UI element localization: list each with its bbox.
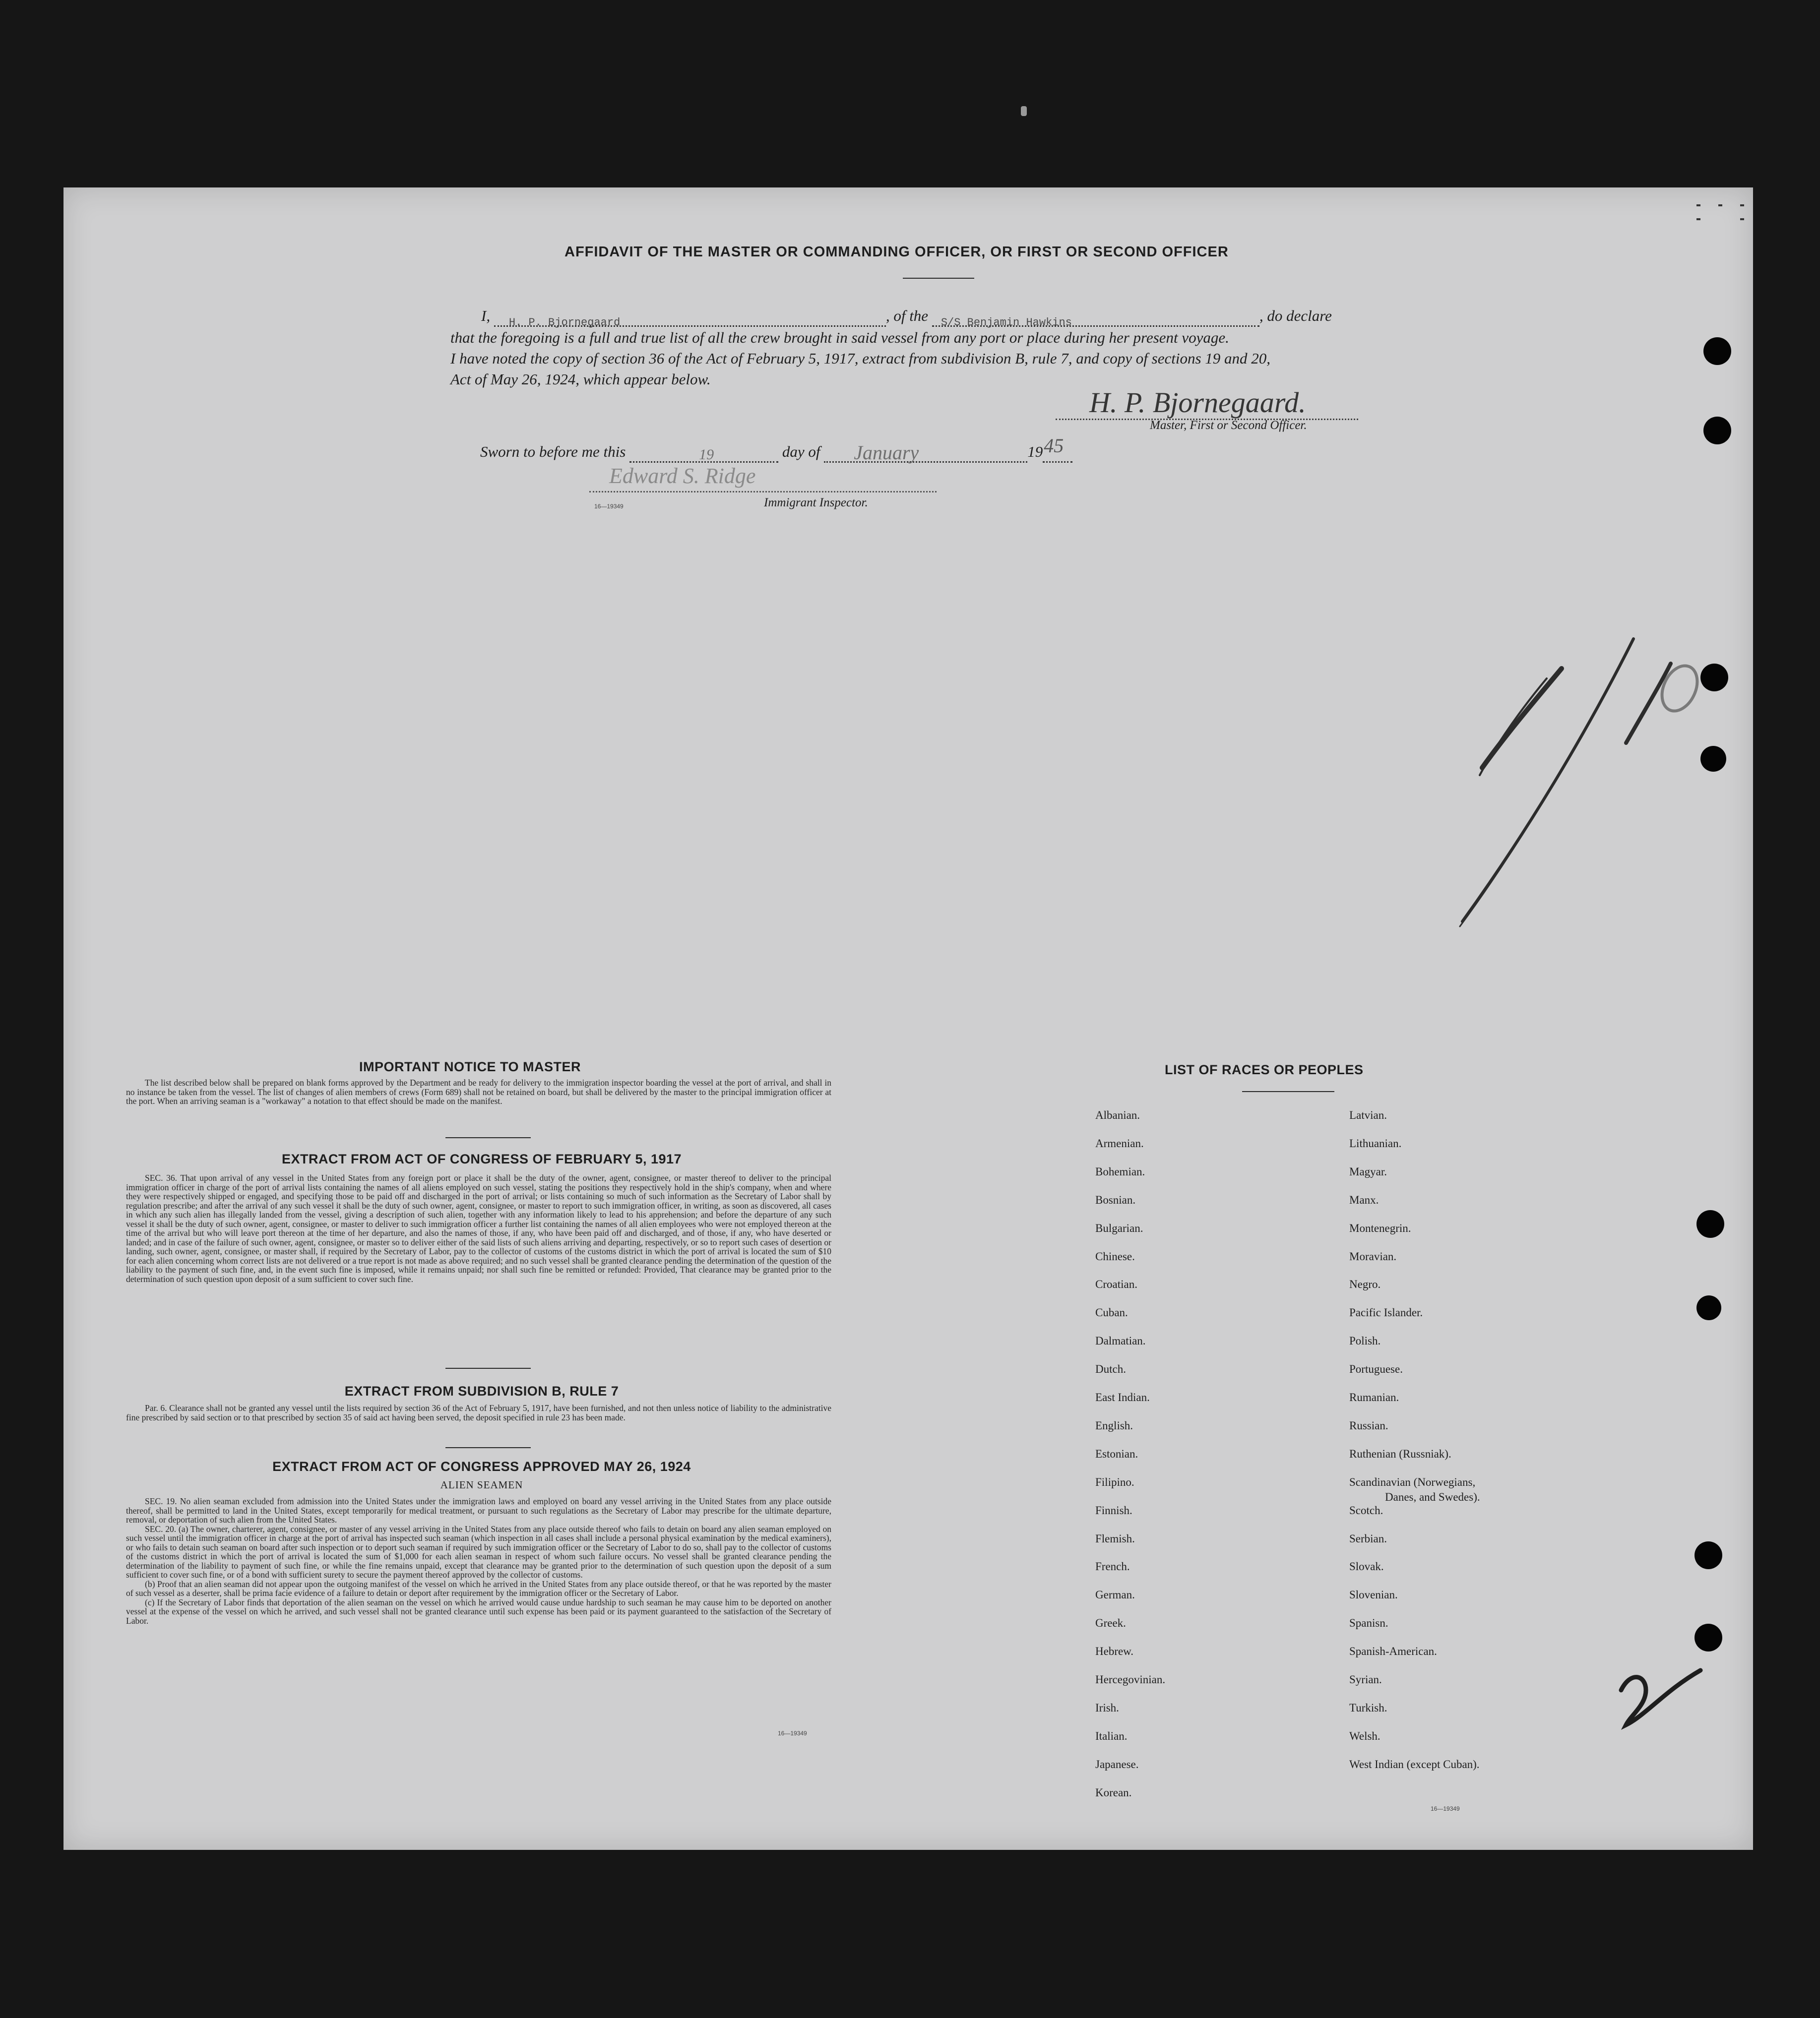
rule7-text <box>126 1404 831 1422</box>
race-item: Russian. <box>1349 1419 1388 1432</box>
rule7-par6: Par. 6. Clearance shall not be granted any vessel until the lists required by section 36 of the Act of February 5, 1917, have been furnished, and not then unless notice of liability to the administrative fine prescribed by said section or to that prescribed by section 35 of said act having been served, the deposit specified in rule 23 has been made. <box>126 1403 831 1422</box>
race-item: Dutch. <box>1095 1363 1126 1375</box>
affidavit-prefix: I, <box>481 307 491 324</box>
document-page <box>63 187 1753 1850</box>
corner-mark <box>1718 204 1722 206</box>
race-item: Polish. <box>1349 1335 1381 1347</box>
race-item: Lithuanian. <box>1349 1137 1402 1150</box>
race-item: Dalmatian. <box>1095 1335 1146 1347</box>
race-item: Korean. <box>1095 1786 1132 1799</box>
notice-paragraph: The list described below shall be prepared on blank forms approved by the Department and be ready for delivery to the immigration inspector boarding the vessel at the port of arrival, and shall in no instance be taken from the vessel. The list of changes of alien members of crews (Form 689) shall not be retained on board, but shall be delivered by the master to the principal immigration officer at the port. When an arriving seaman is a "workaway" a notation to that effect should be made on the manifest. <box>126 1078 831 1106</box>
race-item: Spanisn. <box>1349 1617 1388 1629</box>
affidavit-form-number: 16—19349 <box>594 503 624 510</box>
sworn-line <box>480 434 1072 464</box>
binder-hole <box>1694 1624 1722 1651</box>
race-item: Montenegrin. <box>1349 1222 1411 1234</box>
corner-mark <box>1740 218 1744 220</box>
race-item: Negro. <box>1349 1278 1381 1290</box>
race-item: English. <box>1095 1419 1133 1432</box>
handwritten-fraction <box>1378 584 1725 1031</box>
race-item: Slovak. <box>1349 1560 1384 1573</box>
notice-title: IMPORTANT NOTICE TO MASTER <box>359 1059 581 1074</box>
rule7-divider <box>445 1447 531 1448</box>
binder-hole <box>1703 417 1731 444</box>
race-item: Hercegovinian. <box>1095 1673 1166 1686</box>
extract-1917-divider <box>445 1368 531 1369</box>
corner-mark <box>1696 204 1700 206</box>
rule7-title: EXTRACT FROM SUBDIVISION B, RULE 7 <box>344 1384 619 1399</box>
sec20a-text: SEC. 20. (a) The owner, charterer, agent, consignee, or master of any vessel arriving in the United States from any place outside thereof who fails to detain on board any alien seaman employed on such vessel until the immigration officer in charge at the port of arrival has inspected such seaman (which inspection in all cases shall include a personal physical examination by the medical examiners), or who fails to detain such seaman on board after such inspection or to deport such seaman if required by such immigration officer or the Secretary of Labor to do so, shall pay to the collector of customs of the customs district in which the port of arrival is located the sum of $1,000 for each alien seaman in respect of whom such failure occurs. No vessel shall be granted clearance pending the determination of the liability to payment of such fine, or while the fine remains unpaid, except that clearance may be granted prior to the determination of such question upon the deposit of a sum sufficient to cover such fine, or of a bond with sufficient surety to secure the payment thereof approved by the collector of customs. <box>126 1524 831 1580</box>
race-item: Albanian. <box>1095 1109 1140 1121</box>
notice-divider <box>445 1137 531 1138</box>
inspector-signature: Edward S. Ridge <box>609 464 756 488</box>
race-item: Spanish-American. <box>1349 1645 1437 1657</box>
race-item: Bosnian. <box>1095 1194 1136 1206</box>
extract-1917-title: EXTRACT FROM ACT OF CONGRESS OF FEBRUARY 5, 1917 <box>281 1152 682 1166</box>
extract-form-number: 16—19349 <box>778 1730 807 1737</box>
race-item: Flemish. <box>1095 1532 1135 1545</box>
binder-hole <box>1703 337 1731 365</box>
sworn-year-hand: 45 <box>1044 434 1064 457</box>
race-item: Chinese. <box>1095 1250 1135 1263</box>
sworn-year-prefix: 19 <box>1027 443 1043 460</box>
race-item: Magyar. <box>1349 1165 1387 1178</box>
fraction-stroke-1 <box>1482 669 1562 768</box>
sworn-day-hand: 19 <box>699 446 714 463</box>
affidavit-title: AFFIDAVIT OF THE MASTER OR COMMANDING OFFICER, OR FIRST OR SECOND OFFICER <box>565 244 1229 260</box>
race-item: Japanese. <box>1095 1758 1139 1771</box>
border-speck <box>1021 106 1027 116</box>
master-name-field <box>494 310 886 327</box>
race-item: Latvian. <box>1349 1109 1387 1121</box>
corner-mark <box>1740 204 1744 206</box>
extract-1917-sec36: SEC. 36. That upon arrival of any vessel in the United States from any foreign port or place it shall be the duty of the owner, agent, consignee, or master thereof to deliver to the principal immigration officer in charge of the port of arrival lists containing the names of all aliens employed on such vessel, stating the positions they respectively hold in the ship's company, when and where they were respectively shipped or engaged, and specifying those to be paid off and discharged in the port of arrival; or lists containing so much of such information as the Secretary of Labor shall by regulation prescribe; and after the arrival of any such vessel it shall be the duty of such owner, agent, consignee, or master to report to such immigration officer, in writing, as soon as discovered, all cases in which any such alien has illegally landed from the vessel, giving a description of such alien, together with any information likely to lead to his apprehension; and before the departure of any such vessel it shall be the duty of such owner, agent, consignee, or master to deliver to such immigration officer a further list containing the names of all alien employees who were not employed thereon at the time of the arrival but who will leave port thereon at the time of her departure, and also the names of those, if any, who have been paid off and discharged, and of those, if any, who have deserted or landed; and in case of the failure of such owner, agent, consignee, or master so to deliver either of the said lists of such aliens arriving and departing, respectively, or so to report such cases of desertion or landing, such owner, agent, consignee, or master shall, if required by the Secretary of Labor, pay to the collector of customs of the customs district in which the port of arrival is located the sum of $10 for each alien concerning whom correct lists are not delivered or a true report is not made as above required; and no such vessel shall be granted clearance pending the determination of the question of the liability to the payment of such fine, and, in the event such fine is imposed, while it remains unpaid; nor shall such fine be remitted or refunded: Provided, That clearance may be granted prior to the determination of such question upon deposit of a sum sufficient to cover such fine. <box>126 1173 831 1284</box>
binder-hole <box>1696 1210 1724 1238</box>
title-divider <box>903 278 974 279</box>
race-item: Welsh. <box>1349 1730 1381 1742</box>
race-item: Manx. <box>1349 1194 1379 1206</box>
races-title: LIST OF RACES OR PEOPLES <box>1165 1062 1364 1077</box>
races-divider <box>1242 1091 1334 1092</box>
binder-hole <box>1696 1295 1721 1320</box>
inspector-signature-line <box>589 491 937 492</box>
master-name-typed: H. P. Bjornegaard <box>508 316 621 329</box>
race-item: East Indian. <box>1095 1391 1150 1404</box>
binder-hole <box>1694 1541 1722 1569</box>
affidavit-line-4: Act of May 26, 1924, which appear below. <box>450 370 711 388</box>
race-item: Cuban. <box>1095 1306 1128 1319</box>
master-signature: H. P. Bjornegaard. <box>1089 386 1306 419</box>
extract-1917-text <box>126 1173 831 1284</box>
race-item: Hebrew. <box>1095 1645 1134 1657</box>
races-form-number: 16—19349 <box>1431 1805 1460 1812</box>
race-item: Turkish. <box>1349 1702 1387 1714</box>
race-item: Portuguese. <box>1349 1363 1403 1375</box>
corner-mark <box>1696 218 1700 220</box>
race-item: Rumanian. <box>1349 1391 1399 1404</box>
master-signature-caption: Master, First or Second Officer. <box>1150 419 1307 432</box>
affidavit-of-the: , of the <box>885 307 929 324</box>
race-item: Bulgarian. <box>1095 1222 1143 1234</box>
sworn-prefix: Sworn to before me this <box>480 443 626 460</box>
race-item: Ruthenian (Russniak). <box>1349 1448 1451 1460</box>
extract-1924-title: EXTRACT FROM ACT OF CONGRESS APPROVED MAY 26, 1924 <box>272 1459 691 1474</box>
race-item: Croatian. <box>1095 1278 1137 1290</box>
sec20b-text: (b) Proof that an alien seaman did not appear upon the outgoing manifest of the vessel on which he arrived in the United States from any place outside thereof, or that he was reported by the master of such vessel as a deserter, shall be prima facie evidence of a failure to detain or deport after requirement by the immigration officer or the Secretary of Labor. <box>126 1579 831 1598</box>
sworn-day-of: day of <box>782 443 820 460</box>
affidavit-line-3: I have noted the copy of section 36 of the Act of February 5, 1917, extract from subdivision B, rule 7, and copy of sections 19 and 20, <box>450 350 1271 367</box>
alien-seamen-subtitle: ALIEN SEAMEN <box>440 1479 523 1491</box>
race-item: French. <box>1095 1560 1130 1573</box>
affidavit-declare: , do declare <box>1259 307 1332 324</box>
race-item: Bohemian. <box>1095 1165 1145 1178</box>
race-item: Slovenian. <box>1349 1589 1398 1601</box>
race-item: Filipino. <box>1095 1476 1134 1488</box>
vessel-name-typed: S/S Benjamin Hawkins <box>941 316 1072 329</box>
affidavit-line-2: that the foregoing is a full and true list of all the crew brought in said vessel from any port or place during her present voyage. <box>450 329 1229 346</box>
sworn-day-field <box>629 446 778 463</box>
extract-1924-text <box>126 1497 831 1625</box>
inspector-caption: Immigrant Inspector. <box>764 496 868 509</box>
race-item: Finnish. <box>1095 1504 1132 1517</box>
sworn-month-hand: January <box>854 441 919 464</box>
race-item: Syrian. <box>1349 1673 1382 1686</box>
sec19-text: SEC. 19. No alien seaman excluded from admission into the United States under the immigration laws and employed on board any vessel arriving in the United States from any place outside thereof, shall be permitted to land in the United States, except temporarily for medical treatment, or pursuant to such regulations as the Secretary of Labor may prescribe for the ultimate departure, removal, or deportation of such alien from the United States. <box>126 1496 831 1525</box>
sworn-year-field <box>1043 434 1072 463</box>
race-item: Greek. <box>1095 1617 1126 1629</box>
binder-hole <box>1700 664 1728 691</box>
race-item: Pacific Islander. <box>1349 1306 1423 1319</box>
binder-hole <box>1700 746 1726 772</box>
sworn-month-field <box>824 441 1027 464</box>
race-item: German. <box>1095 1589 1135 1601</box>
fraction-zero <box>1655 660 1704 717</box>
vessel-name-field <box>932 310 1259 327</box>
handwritten-page-number <box>1616 1660 1715 1740</box>
affidavit-line-1 <box>481 305 1332 327</box>
notice-text <box>126 1078 831 1106</box>
sec20c-text: (c) If the Secretary of Labor finds that deportation of the alien seaman on the vessel on which he arrived would cause undue hardship to such seaman he may cause him to be deported on another vessel at the expense of the vessel on which he arrived, and such vessel shall not be granted clearance until such expense has been paid or its payment guaranteed to the satisfaction of the Secretary of Labor. <box>126 1597 831 1626</box>
race-item: West Indian (except Cuban). <box>1349 1758 1480 1771</box>
race-item: Estonian. <box>1095 1448 1138 1460</box>
race-item: Scotch. <box>1349 1504 1383 1517</box>
race-item: Italian. <box>1095 1730 1128 1742</box>
race-item: Serbian. <box>1349 1532 1387 1545</box>
race-item: Armenian. <box>1095 1137 1144 1150</box>
race-item: Scandinavian (Norwegians, <box>1349 1476 1476 1488</box>
page-number-stroke <box>1621 1670 1700 1725</box>
race-item: Moravian. <box>1349 1250 1397 1263</box>
race-item: Danes, and Swedes). <box>1385 1491 1480 1503</box>
race-item: Irish. <box>1095 1702 1119 1714</box>
